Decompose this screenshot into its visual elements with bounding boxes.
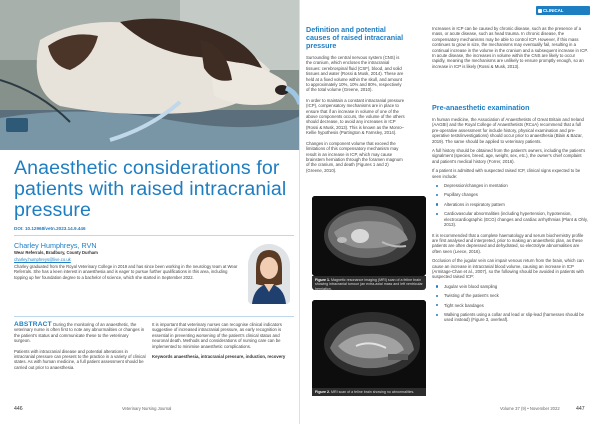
- abstract-para-3: It is important that veterinary nurses can recognise clinical indicators suggestive of increased intracranial pressure, as early recognition is essential in preventing worsening of the patient's clinical status and neuronal death. Methods and considerations of nursing care can be implemented to minimise anaesthetic complications.: [152, 322, 282, 349]
- paragraph: Surrounding the central nervous system (CNS) is the cranium, which encloses the intracranial tissues: cerebrospinal fluid (CSF), blood, and solid tissues and water (Rossi & Musk, 2014). These are held at a fixed volume within the skull, and amount to approximately 10%, 10% and 80%, respectively of the total volume (Greene, 2010).: [306, 55, 404, 93]
- figure-1-mri: [312, 196, 426, 276]
- figure-label: Figure 1.: [315, 278, 330, 282]
- abstract-para-2: Patients with intracranial disease and potential alterations in intracranial pressure can present to the practice in a variety of clinical states. As with human medicine, a full patient assessment should be carried out prior to anaesthesia.: [14, 348, 146, 370]
- section-tag-label: CLINICAL: [543, 8, 564, 13]
- list-item: Depression/changes in mentation: [432, 183, 588, 188]
- bullet-list: [432, 284, 588, 323]
- list-item: Jugular vein blood sampling: [432, 284, 588, 289]
- list-item: Alterations in respiratory pattern: [432, 202, 588, 207]
- paragraph: Changes in component volume that exceed the limitations of this compensatory mechanism may result in an increase in ICP, which may cause brainstem herniation through the foramen magnum of the cranium, and death (Figures 1 and 2) (Greene, 2010).: [306, 140, 403, 173]
- figure-2-caption: [312, 388, 426, 396]
- abstract-column-2: [152, 322, 292, 364]
- paragraph: A full history should be obtained from the patient's owners, including the patient's signalment (species, breed, age, weight, sex, etc.), the owner's chief complaint and patient's medical history (Forrer, 2016).: [432, 148, 586, 164]
- bullet-list: [432, 183, 588, 227]
- abstract-heading: ABSTRACT: [14, 321, 52, 328]
- list-item: Twisting of the patient's neck: [432, 293, 588, 298]
- figure-caption-text: MRI scan of a feline brain showing no abnormalities.: [330, 390, 415, 394]
- author-name: Charley Humphreys, RVN: [14, 241, 97, 250]
- figure-caption-text: Magnetic resonance imaging (MRI) scan of a feline brain showing intracranial tumour (an extra-axial mass and left ventricular herniation.: [315, 278, 423, 291]
- text-column-2: [432, 104, 588, 328]
- paragraph: In order to maintain a constant intracranial pressure (ICP), compensatory mechanisms are in place to ensure that if an increase in volume of one of the above components occurs, the volume of the others should decrease, to avoid any increases in ICP (Rossi & Musk, 2013). This is known as the Monro–Kellie hypothesis (Partington & Farnsley, 2014).: [306, 97, 405, 136]
- author-portrait: [248, 244, 290, 304]
- author-bio: Charley graduated from the Royal Veterinary College in 2019 and has since been working in the neurology team at Wear Referrals. She has a keen interest in anaesthesia and is eager to pursue further qualifications in this area, including topping up her foundation degree to a bachelor of science, which she started in September 2022.: [14, 264, 238, 280]
- paragraph: In human medicine, the Association of Anaesthetists of Great Britain and Ireland (AAGBI) and the Royal College of Anaesthetists (RCoA) recommend that a full pre-operative assessment for include history, physical examination and pre-operative tests/investigations) should occur prior to anaesthesia (Blain & Bazar, 2019). The same should be applied to veterinary patients.: [432, 117, 584, 144]
- paragraph: Increases in ICP can be caused by chronic disease, such as the presence of a mass, or acute disease, such as head trauma. In chronic disease, the compensatory mechanisms may be able to control ICP. However, if this mass continues to grow in size, the mechanisms may eventually fail, resulting in a continual increase in the volume in the cranium and a subsequent increase in ICP. In acute disease, the increases in volume within the CNS are likely to occur rapidly, meaning the mechanisms are unlikely to ensure promptly enough, so an increase in ICP is likely (Rossi & Musk, 2013).: [432, 26, 588, 69]
- abstract-para-1: During the monitoring of an anaesthetic, the veterinary nurse is often first to note any abnormalities or changes in the patient's status and communicate these to the veterinary surgeon.: [14, 322, 145, 344]
- list-item: Pupillary changes: [432, 192, 588, 197]
- keywords-list: anaesthesia, intracranial pressure, induction, recovery: [173, 354, 286, 360]
- text-column-2-top: [412, 26, 588, 74]
- abstract-column: [14, 322, 146, 375]
- author-email-link[interactable]: charley.humphreys@live.co.uk: [14, 257, 71, 262]
- list-item: Cardiovascular abnormalities (including hypertension, hypotension, electrocardiographic (ECG) changes and cardiac arrhythmias (Plant & Ohly, 2013).: [432, 211, 588, 227]
- figure-1-caption: [312, 276, 426, 290]
- paragraph: Occlusion of the jugular vein can impair venous return from the brain, which can cause an increase in intracranial blood volume, causing an increase in ICP (Armitage-Chan et al., 2007), so the following should be avoided in patients with suspected raised ICP:: [432, 258, 584, 280]
- divider: [14, 316, 294, 317]
- doi-text: DOI: 10.12968/vetn.2023.14.9.446: [14, 226, 86, 231]
- list-item: Tight neck bandages: [432, 303, 588, 308]
- page-number-left: 446: [14, 406, 23, 412]
- section-heading: Definition and potential causes of raised intracranial pressure: [306, 25, 404, 50]
- paragraph: If a patient is admitted with suspected raised ICP, clinical signs expected to be seen include:: [432, 168, 581, 179]
- section-heading: Pre-anaesthetic examination: [432, 103, 530, 112]
- paragraph: It is recommended that a complete haematology and serum biochemistry profile are first analysed and interpreted, prior to making an anaesthetic plan, as these patients are often depressed and dehydrated, so electrolyte abnormalities are often seen (Leece, 2016).: [432, 232, 584, 254]
- divider: [14, 235, 294, 236]
- article-title: Anaesthetic considerations for patients with raised intracranial pressure: [14, 157, 287, 221]
- keywords-label: Keywords: [152, 354, 173, 360]
- issue-info: Volume 37 (9) • November 2022: [500, 406, 560, 411]
- anaesthetised-dog-image: [0, 0, 300, 150]
- page-number-right: 447: [576, 406, 585, 412]
- tag-icon: [538, 9, 542, 13]
- text-column-1: [306, 26, 405, 178]
- figure-label: Figure 2.: [315, 390, 330, 394]
- figure-2-mri: [312, 300, 426, 396]
- section-tag: [536, 6, 590, 15]
- author-affiliation: Wear Referrals, Bradbury, County Durham: [14, 250, 98, 255]
- journal-name: Veterinary Nursing Journal: [122, 406, 172, 411]
- list-item: Walking patients using a collar and lead or slip-lead (harnesses should be used instead) (Figure 3, overleaf).: [432, 312, 588, 323]
- hero-photo: [0, 0, 300, 150]
